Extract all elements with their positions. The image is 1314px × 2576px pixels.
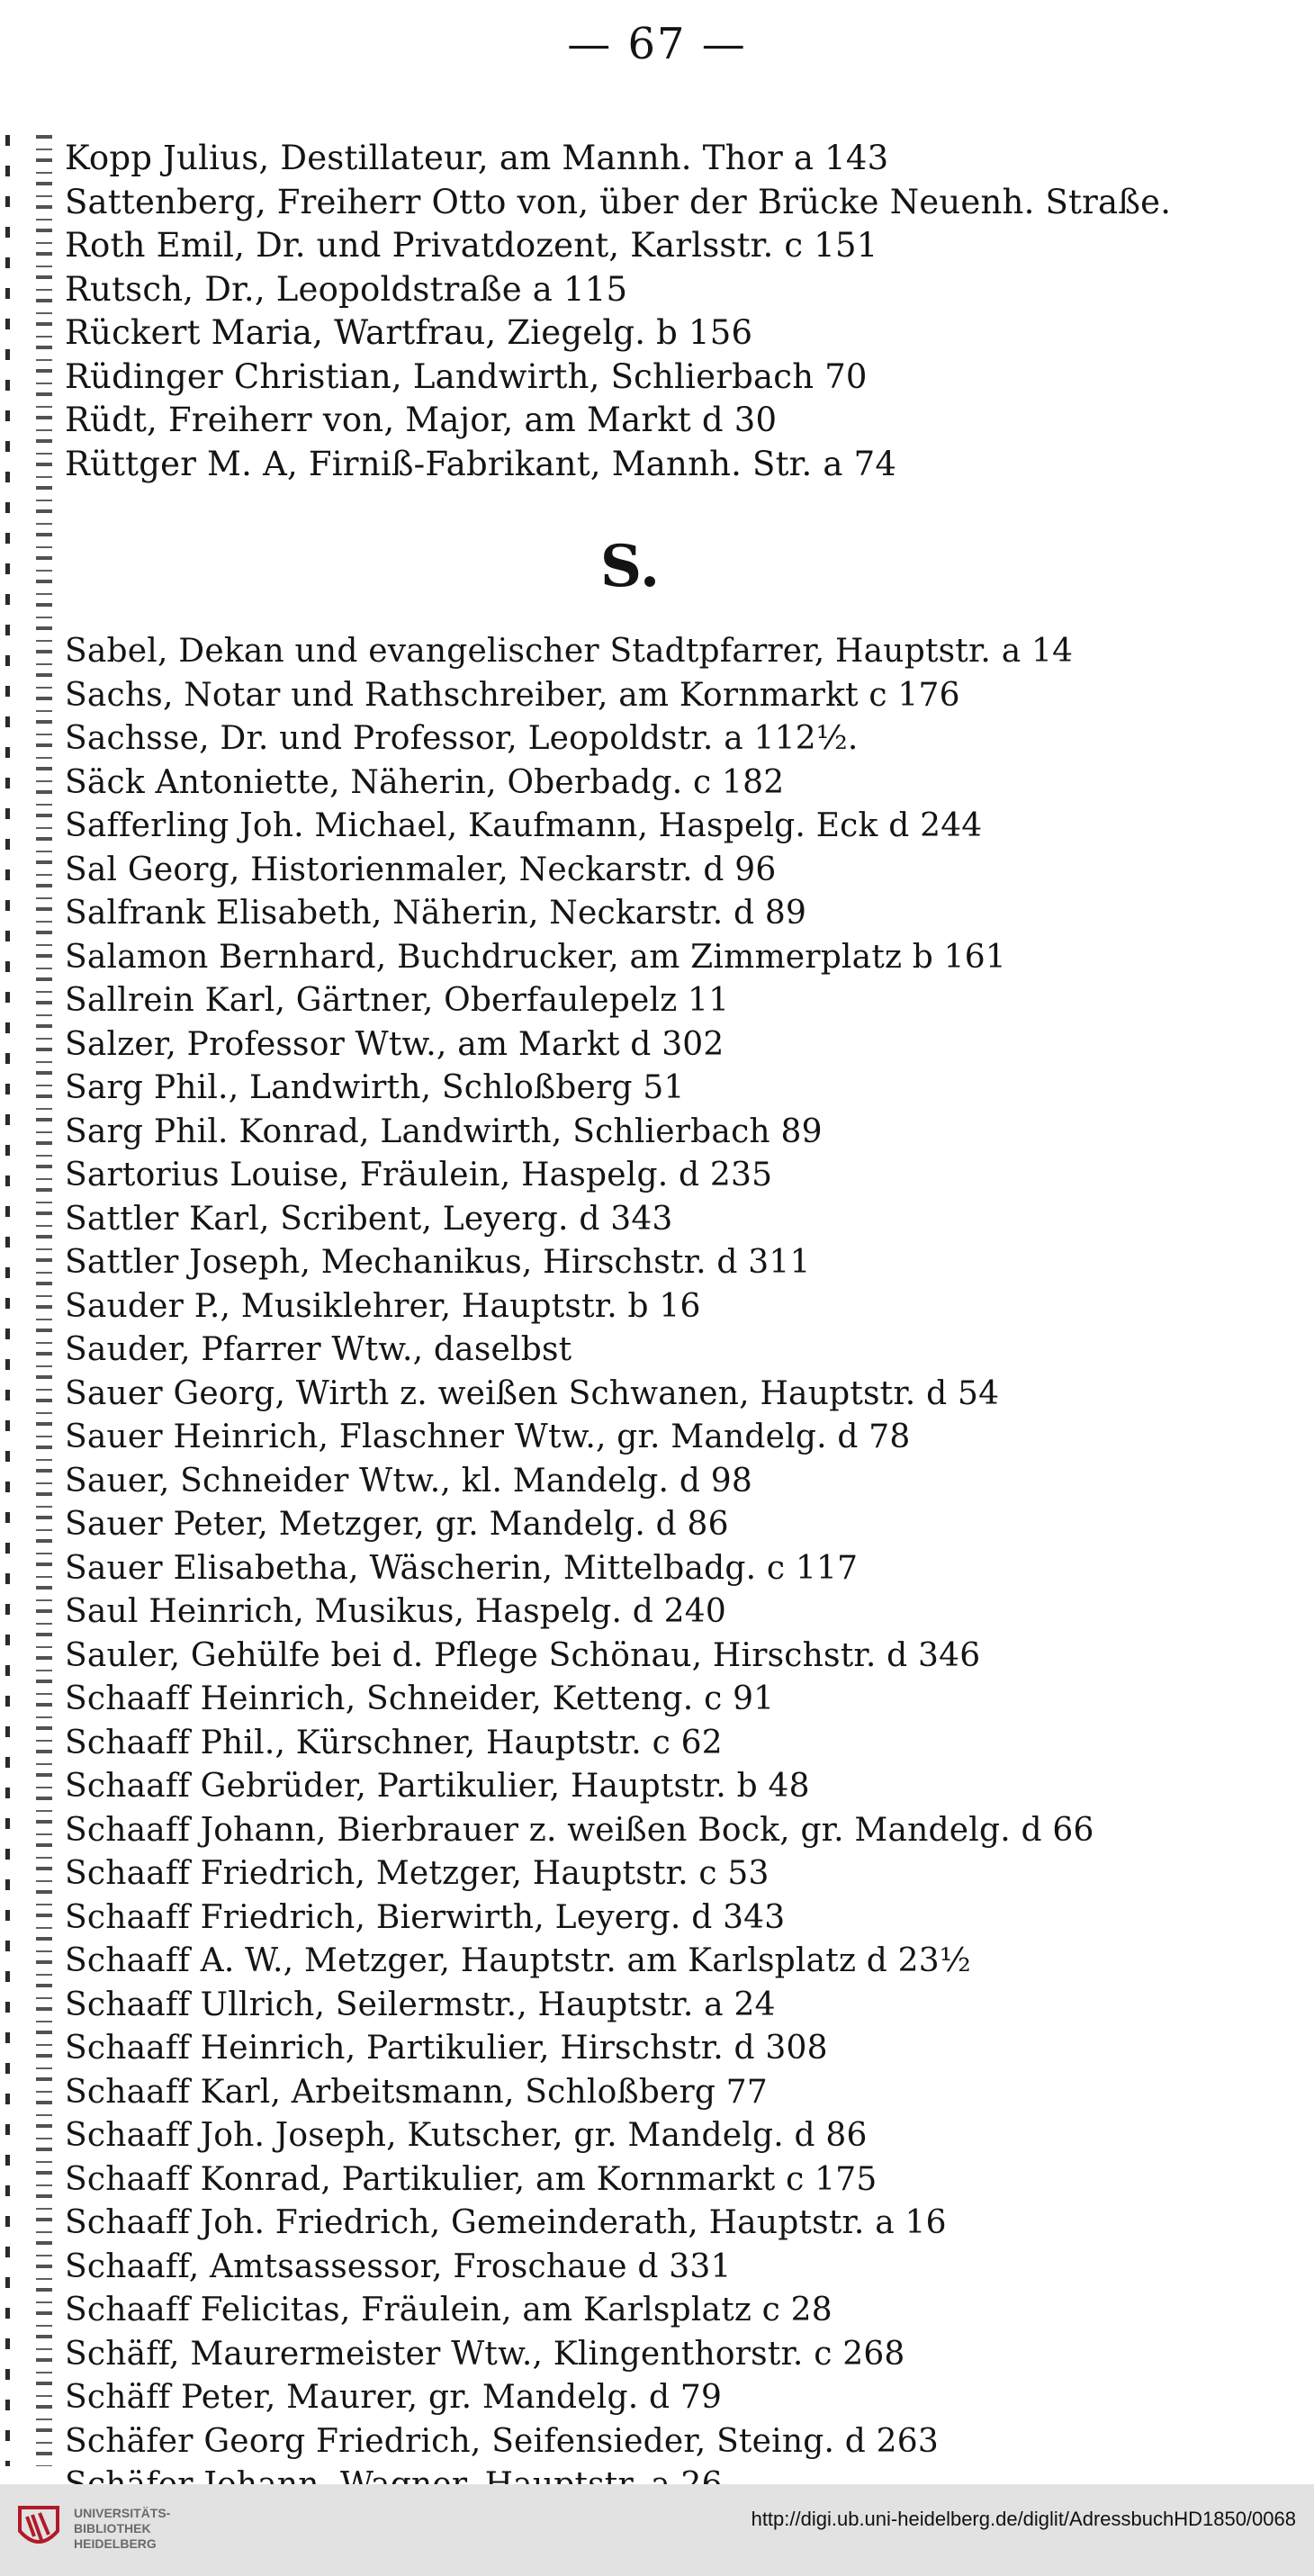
list-item: Schaaff Felicitas, Fräulein, am Karlsplatz c 28 [65,2292,832,2328]
library-name: UNIVERSITÄTS- BIBLIOTHEK HEIDELBERG [74,2506,171,2551]
list-item: Sachs, Notar und Rathschreiber, am Kornmarkt c 176 [65,676,960,714]
list-item: Sauer Elisabetha, Wäscherin, Mittelbadg. c 117 [65,1549,859,1587]
list-item: Sartorius Louise, Fräulein, Haspelg. d 235 [65,1157,773,1193]
list-item: Sauer, Schneider Wtw., kl. Mandelg. d 98 [65,1462,752,1500]
list-item: Sauder P., Musiklehrer, Hauptstr. b 16 [65,1287,701,1325]
list-item: Schaaff Joh. Friedrich, Gemeinderath, Hauptstr. a 16 [65,2204,947,2241]
list-item: Schaaff Johann, Bierbrauer z. weißen Bock, gr. Mandelg. d 66 [65,1811,1094,1849]
list-item: Rutsch, Dr., Leopoldstraße a 115 [65,269,628,309]
list-item: Salzer, Professor Wtw., am Markt d 302 [65,1025,724,1063]
list-item: Schaaff Ullrich, Seilermstr., Hauptstr. a 24 [65,1986,776,2023]
list-item: Schaaff Karl, Arbeitsmann, Schloßberg 77 [65,2073,768,2111]
list-item: Salfrank Elisabeth, Näherin, Neckarstr. d 89 [65,895,807,932]
list-item: Salamon Bernhard, Buchdrucker, am Zimmerplatz b 161 [65,938,1006,976]
list-item: Schaaff, Amtsassessor, Froschaue d 331 [65,2247,732,2285]
page-gutter-shadow [0,135,58,2466]
list-item: Sabel, Dekan und evangelischer Stadtpfarrer, Hauptstr. a 14 [65,633,1074,670]
list-item: Schaaff Heinrich, Schneider, Ketteng. c 91 [65,1680,775,1717]
list-item: Schaaff Phil., Kürschner, Hauptstr. c 62 [65,1724,723,1761]
list-item: Schaaff Gebrüder, Partikulier, Hauptstr. b 48 [65,1768,810,1805]
list-item: Schäfer Georg Friedrich, Seifensieder, Steing. d 263 [65,2422,939,2460]
list-item: Rüttger M. A, Firniß-Fabrikant, Mannh. Str. a 74 [65,444,897,483]
list-item: Schaaff Friedrich, Bierwirth, Leyerg. d 343 [65,1898,786,1936]
list-item: Sarg Phil., Landwirth, Schloßberg 51 [65,1069,685,1106]
section-heading: S. [599,533,661,600]
list-item: Sattler Karl, Scribent, Leyerg. d 343 [65,1200,673,1238]
list-item: Säck Antoniette, Näherin, Oberbadg. c 182 [65,763,785,801]
list-item: Safferling Joh. Michael, Kaufmann, Haspelg. Eck d 244 [65,807,983,844]
list-item: Schaaff Friedrich, Metzger, Hauptstr. c 53 [65,1855,770,1892]
list-item: Sattler Joseph, Mechanikus, Hirschstr. d 311 [65,1244,811,1281]
list-item: Sattenberg, Freiherr Otto von, über der Brücke Neuenh. Straße. [65,182,1172,221]
source-url-link[interactable]: http://digi.ub.uni-heidelberg.de/diglit/AdressbuchHD1850/0068 [751,2508,1296,2530]
list-item: Schäff Peter, Maurer, gr. Mandelg. d 79 [65,2379,723,2416]
list-item: Sauer Heinrich, Flaschner Wtw., gr. Mandelg. d 78 [65,1419,911,1455]
list-item: Sallrein Karl, Gärtner, Oberfaulepelz 11 [65,982,730,1019]
list-item: Schaaff A. W., Metzger, Hauptstr. am Karlsplatz d 23½ [65,1942,971,1979]
entry-list-top [65,137,1235,486]
footer-bar [0,2484,1314,2576]
list-item: Sauer Peter, Metzger, gr. Mandelg. d 86 [65,1506,729,1543]
list-item: Sauler, Gehülfe bei d. Pflege Schönau, Hirschstr. d 346 [65,1636,981,1674]
list-item: Sachsse, Dr. und Professor, Leopoldstr. a 112½. [65,720,859,757]
list-item: Sarg Phil. Konrad, Landwirth, Schlierbach 89 [65,1112,823,1150]
list-item: Roth Emil, Dr. und Privatdozent, Karlsstr. c 151 [65,226,878,265]
list-item: Schaaff Heinrich, Partikulier, Hirschstr. d 308 [65,2030,828,2067]
list-item: Schaaff Konrad, Partikulier, am Kornmarkt c 175 [65,2160,878,2198]
list-item: Sauder, Pfarrer Wtw., daselbst [65,1331,572,1368]
list-item: Sauer Georg, Wirth z. weißen Schwanen, Hauptstr. d 54 [65,1374,1000,1412]
list-item: Rüdt, Freiherr von, Major, am Markt d 30 [65,401,778,439]
list-item: Schaaff Joh. Joseph, Kutscher, gr. Mandelg. d 86 [65,2117,868,2154]
library-seal-icon [14,2500,63,2554]
list-item: Sal Georg, Historienmaler, Neckarstr. d 96 [65,851,777,888]
page-number: — 67 — [567,19,747,69]
list-item: Schäff, Maurermeister Wtw., Klingenthorstr. c 268 [65,2335,905,2373]
list-item: Rüdinger Christian, Landwirth, Schlierbach 70 [65,356,868,396]
list-item: Rückert Maria, Wartfrau, Ziegelg. b 156 [65,313,753,352]
library-logo[interactable] [14,2497,185,2563]
list-item: Saul Heinrich, Musikus, Haspelg. d 240 [65,1593,726,1630]
list-item: Kopp Julius, Destillateur, am Mannh. Thor a 143 [65,139,889,177]
entry-list-bottom [65,630,1235,2508]
